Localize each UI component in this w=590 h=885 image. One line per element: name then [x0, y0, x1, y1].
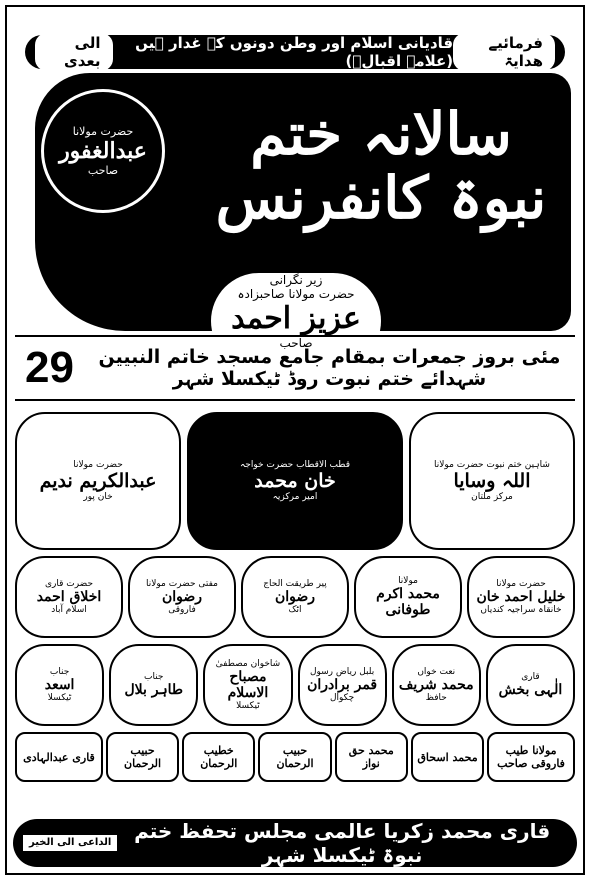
title-banner — [35, 73, 571, 350]
patron-emblem — [41, 89, 165, 213]
speaker-name: رضوان — [274, 589, 316, 605]
speaker-name: اللہ وسایا — [453, 470, 531, 492]
speaker-name: اخلاق احمد — [36, 589, 102, 605]
conference-title: سالانہ ختم نبوۃ کانفرنس — [215, 100, 547, 232]
strip-name: خطیب الرحمان — [200, 744, 238, 770]
emblem-title: حضرت مولانا — [72, 125, 134, 138]
supervisor-title: حضرت مولانا صاحبزادہ — [237, 287, 355, 301]
speaker-place: چکوال — [329, 693, 355, 703]
speaker-card — [15, 644, 104, 726]
speakers-mid-row — [15, 556, 575, 638]
speaker-title: حضرت مولانا — [73, 460, 123, 470]
speaker-place: خانقاہ سراجیہ کندیاں — [480, 605, 562, 615]
speaker-name: خان محمد — [254, 470, 336, 492]
emblem-suffix: صاحب — [87, 164, 119, 177]
speaker-name: عبدالکریم ندیم — [39, 470, 157, 492]
speaker-name: قمر برادران — [307, 677, 378, 693]
speaker-place: حافظ — [425, 693, 447, 703]
supervisor-name: عزیز احمد — [231, 301, 361, 336]
strip-card — [106, 732, 179, 782]
speaker-title: حضرت قاری — [44, 579, 94, 589]
speaker-card — [486, 644, 575, 726]
strip-card — [487, 732, 575, 782]
strip-card — [411, 732, 484, 782]
speaker-place: امیر مرکزیہ — [272, 492, 318, 502]
date-band — [15, 335, 575, 401]
speaker-name: محمد اکرم طوفانی — [376, 586, 440, 618]
speakers-low-row — [15, 644, 575, 726]
supervisor-suffix: صاحب — [279, 336, 313, 350]
speaker-card — [392, 644, 481, 726]
speaker-title: نعت خواں — [417, 667, 456, 677]
speaker-title: شاخوان مصطفیٰ — [215, 659, 281, 669]
speaker-place: اسلام آباد — [51, 605, 87, 615]
speaker-strip — [15, 732, 575, 782]
speaker-title: مولانا — [398, 576, 418, 586]
supervisor-role: زیر نگرانی — [269, 273, 323, 287]
invite-label: الداعی الی الخیر — [23, 835, 117, 851]
speaker-place: ٹیکسلا — [236, 701, 260, 711]
strip-card — [258, 732, 331, 782]
speaker-card — [354, 556, 462, 638]
strip-name: محمد حق نواز — [348, 744, 394, 770]
top-bar — [25, 35, 565, 69]
organizer: قاری محمد زکریا عالمی مجلس تحفظ ختم نبوۃ ٹیکسلا شہر — [134, 819, 551, 867]
speaker-name: طاہر بلال — [124, 682, 184, 698]
right-tag: الی بعدی — [35, 33, 113, 71]
strip-card — [182, 732, 255, 782]
iqbal-quote: قادیانی اسلام اور وطن دونوں کے غدار ہیں (علامہ اقبالؒ) — [135, 34, 454, 70]
speaker-name: الٰہی بخش — [498, 682, 563, 698]
speaker-title: جناب — [144, 672, 164, 682]
speaker-card — [467, 556, 575, 638]
strip-name: قاری عبدالہادی — [23, 750, 95, 764]
strip-name: حبیب الرحمان — [123, 744, 162, 770]
emblem-name: عبدالغفور — [59, 138, 147, 164]
speaker-card — [15, 412, 181, 550]
strip-name: محمد اسحاق — [417, 750, 478, 764]
speaker-card — [409, 412, 575, 550]
venue-text: مئی بروز جمعرات بمقام جامع مسجد خاتم النبیین شہدائے ختم نبوت روڈ ٹیکسلا شہر — [98, 346, 561, 390]
speaker-card — [109, 644, 198, 726]
speaker-place: فاروقی — [168, 605, 196, 615]
strip-name: مولانا طیب فاروقی صاحب — [497, 744, 565, 770]
poster — [5, 5, 585, 875]
speaker-place: ٹیکسلا — [47, 693, 72, 703]
speaker-card — [15, 556, 123, 638]
speaker-title: پیر طریقت الحاج — [263, 579, 327, 589]
speaker-place: اٹک — [288, 605, 302, 615]
speaker-card — [298, 644, 387, 726]
strip-card — [335, 732, 408, 782]
speaker-title: قاری — [521, 672, 540, 682]
speaker-place: خان پور — [83, 492, 113, 502]
speaker-title: شاہین ختم نبوت حضرت مولانا — [434, 460, 550, 470]
speaker-name: اسعد — [44, 677, 75, 693]
speaker-name: خلیل احمد خان — [476, 589, 566, 605]
speakers-top-row — [15, 412, 575, 550]
strip-name: حبیب الرحمان — [276, 744, 314, 770]
strip-card — [15, 732, 103, 782]
left-tag: فرمائیے ھدایۃ — [453, 33, 555, 71]
speaker-name: محمد شریف — [398, 677, 474, 693]
speaker-title: مفتی حضرت مولانا — [146, 579, 218, 589]
event-day: 29 — [25, 343, 74, 392]
speaker-place: مرکز ملتان — [471, 492, 513, 502]
speaker-card — [241, 556, 349, 638]
speaker-title: بلبل ریاض رسول — [309, 667, 375, 677]
speaker-title: جناب — [49, 667, 70, 677]
speaker-name: مصباح الاسلام — [227, 669, 269, 701]
speaker-card — [203, 644, 292, 726]
speaker-name: رضوان — [161, 589, 203, 605]
speakers — [15, 412, 575, 782]
footer-bar — [13, 819, 577, 867]
speaker-title: حضرت مولانا — [496, 579, 546, 589]
speaker-card-main — [187, 412, 403, 550]
speaker-title: قطب الاقطاب حضرت خواجہ — [240, 460, 350, 470]
speaker-card — [128, 556, 236, 638]
